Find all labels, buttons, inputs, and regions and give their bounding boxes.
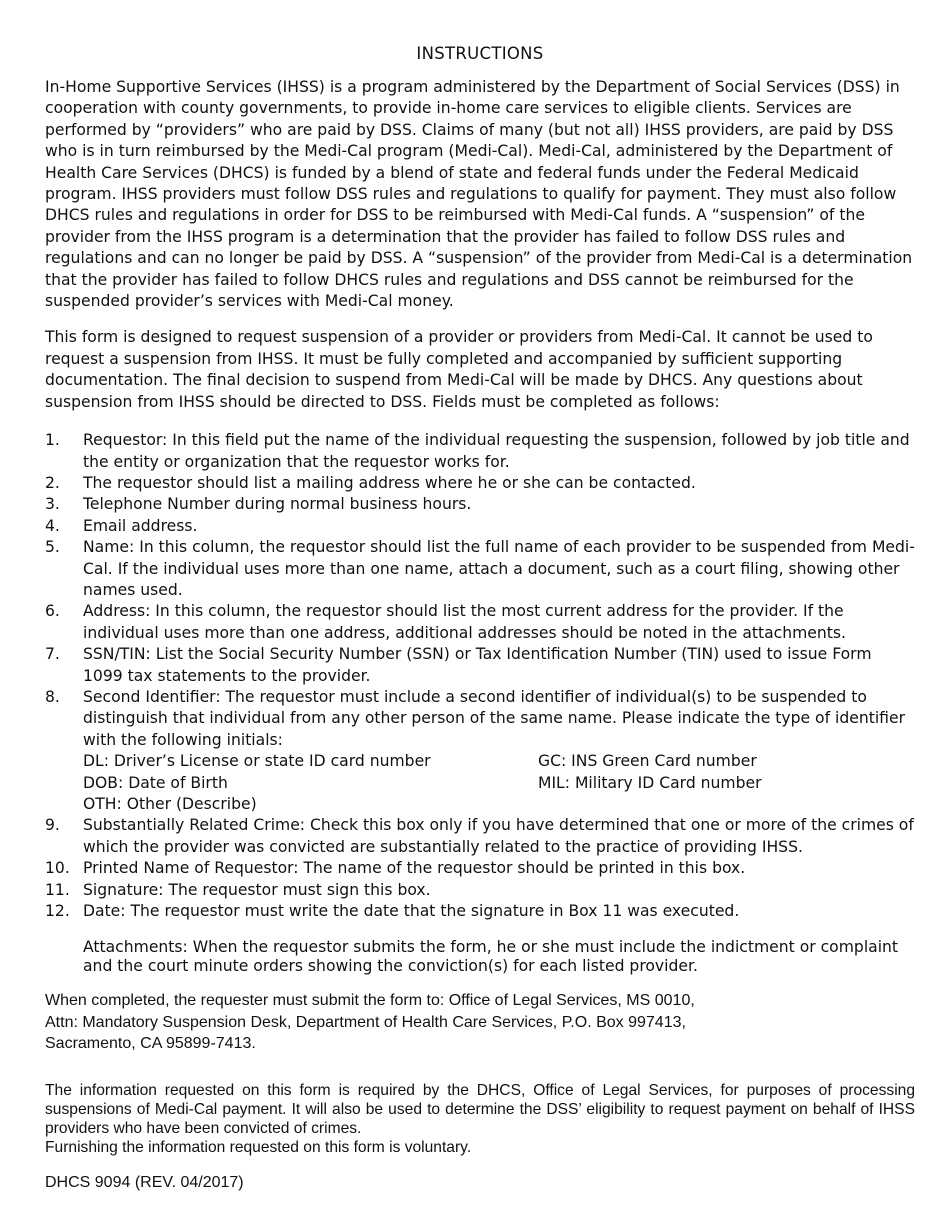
intro-paragraph: In-Home Supportive Services (IHSS) is a program administered by the Department of Social Services (DSS) in cooperation with county governments, to provide in-home care services to eligible clients. Services are performed by “providers” who are paid by DSS. Claims of many (but not all) IHSS providers, are paid by DSS who is in turn reimbursed by the Medi-Cal program (Medi-Cal). Medi-Cal, administered by the Department of Health Care Services (DHCS) is funded by a blend of state and federal funds under the Federal Medicaid program. IHSS providers must follow DSS rules and regulations to qualify for payment. They must also follow DHCS rules and regulations in order for DSS to be reimbursed with Medi-Cal funds. A “suspension” of the provider from the IHSS program is a determination that the provider has failed to follow DSS rules and regulations and can no longer be paid by DSS. A “suspension” of the provider from Medi-Cal is a determination that the provider has failed to follow DHCS rules and regulations and DSS cannot be reimbursed for the suspended provider’s services with Medi-Cal money.: [45, 78, 913, 311]
list-item: [45, 494, 915, 515]
item-number: 11.: [45, 880, 70, 899]
item-number: 7.: [45, 645, 60, 664]
attachments-note: Attachments: When the requestor submits the form, he or she must include the indictment or complaint and the court minute orders showing the conviction(s) for each listed provider.: [83, 938, 899, 976]
item-text: Signature: The requestor must sign this box.: [83, 880, 431, 899]
item-number: 5.: [45, 538, 60, 557]
purpose-paragraph: This form is designed to request suspension of a provider or providers from Medi-Cal. It cannot be used to request a suspension from IHSS. It must be fully completed and accompanied by sufficient supporting documentation. The final decision to suspend from Medi-Cal will be made by DHCS. Any questions about suspension from IHSS should be directed to DSS. Fields must be completed as follows:: [45, 328, 873, 411]
list-item: [45, 601, 915, 644]
submit-line-2: Attn: Mandatory Suspension Desk, Department of Health Care Services, P.O. Box 997413,: [45, 1013, 686, 1031]
list-item: [45, 473, 915, 494]
identifier-oth: OTH: Other (Describe): [83, 795, 257, 813]
identifier-codes: [83, 751, 915, 815]
privacy-statement: [45, 1081, 915, 1157]
submit-line-1: When completed, the requester must submit the form to: Office of Legal Services, MS 0010,: [45, 992, 695, 1010]
item-text: The requestor should list a mailing address where he or she can be contacted.: [83, 473, 696, 492]
list-item: [45, 430, 915, 473]
privacy-voluntary: Furnishing the information requested on this form is voluntary.: [45, 1138, 472, 1156]
item-number: 3.: [45, 495, 60, 514]
item-number: 1.: [45, 431, 60, 450]
submit-line-3: Sacramento, CA 95899-7413.: [45, 1035, 256, 1053]
item-text: Requestor: In this field put the name of the individual requesting the suspension, followed by job title and the entity or organization that the requestor works for.: [83, 431, 910, 471]
item-number: 10.: [45, 859, 70, 878]
item-number: 12.: [45, 902, 70, 921]
item-text: Name: In this column, the requestor should list the full name of each provider to be suspended from Medi-Cal. If the individual uses more than one name, attach a document, such as a court filing, showing other names used.: [83, 538, 915, 599]
submission-address: [45, 990, 915, 1054]
list-item: [45, 644, 915, 687]
item-text: Second Identifier: The requestor must include a second identifier of individual(s) to be suspended to distinguish that individual from any other person of the same name. Please indicate the type of identifier with the following initials:: [83, 687, 905, 749]
item-text: SSN/TIN: List the Social Security Number (SSN) or Tax Identification Number (TIN) used to issue Form 1099 tax statements to the provider.: [83, 645, 872, 685]
list-item: [45, 858, 915, 879]
page-title: INSTRUCTIONS: [416, 44, 544, 63]
item-number: 4.: [45, 516, 60, 535]
item-number: 9.: [45, 816, 60, 835]
identifier-dl: DL: Driver’s License or state ID card number: [83, 752, 431, 771]
list-item: [45, 901, 915, 922]
field-instructions-list: [45, 430, 915, 922]
item-text: Telephone Number during normal business hours.: [83, 495, 472, 514]
item-text: Email address.: [83, 516, 198, 535]
form-identifier: DHCS 9094 (REV. 04/2017): [45, 1173, 244, 1191]
list-item: [45, 815, 915, 858]
item-number: 6.: [45, 602, 60, 621]
list-item: [45, 880, 915, 901]
item-text: Printed Name of Requestor: The name of the requestor should be printed in this box.: [83, 859, 746, 878]
list-item: [45, 687, 915, 815]
item-text: Address: In this column, the requestor should list the most current address for the provider. If the individual uses more than one address, additional addresses should be noted in the attachments.: [83, 602, 846, 642]
identifier-dob: DOB: Date of Birth: [83, 773, 228, 792]
item-number: 2.: [45, 473, 60, 492]
item-number: 8.: [45, 687, 60, 706]
list-item: [45, 537, 915, 601]
identifier-gc: GC: INS Green Card number: [538, 752, 757, 771]
privacy-main: The information requested on this form is required by the DHCS, Office of Legal Services, for purposes of processing suspensions of Medi-Cal payment. It will also be used to determine the DSS’ eligibility to request payment on behalf of IHSS providers who have been convicted of crimes.: [45, 1081, 915, 1137]
list-item: [45, 516, 915, 537]
instructions-page: [45, 40, 915, 1192]
item-text: Date: The requestor must write the date that the signature in Box 11 was executed.: [83, 902, 740, 921]
identifier-mil: MIL: Military ID Card number: [538, 773, 762, 792]
item-text: Substantially Related Crime: Check this box only if you have determined that one or more of the crimes of which the provider was convicted are substantially related to the practice of providing IHSS.: [83, 816, 914, 856]
